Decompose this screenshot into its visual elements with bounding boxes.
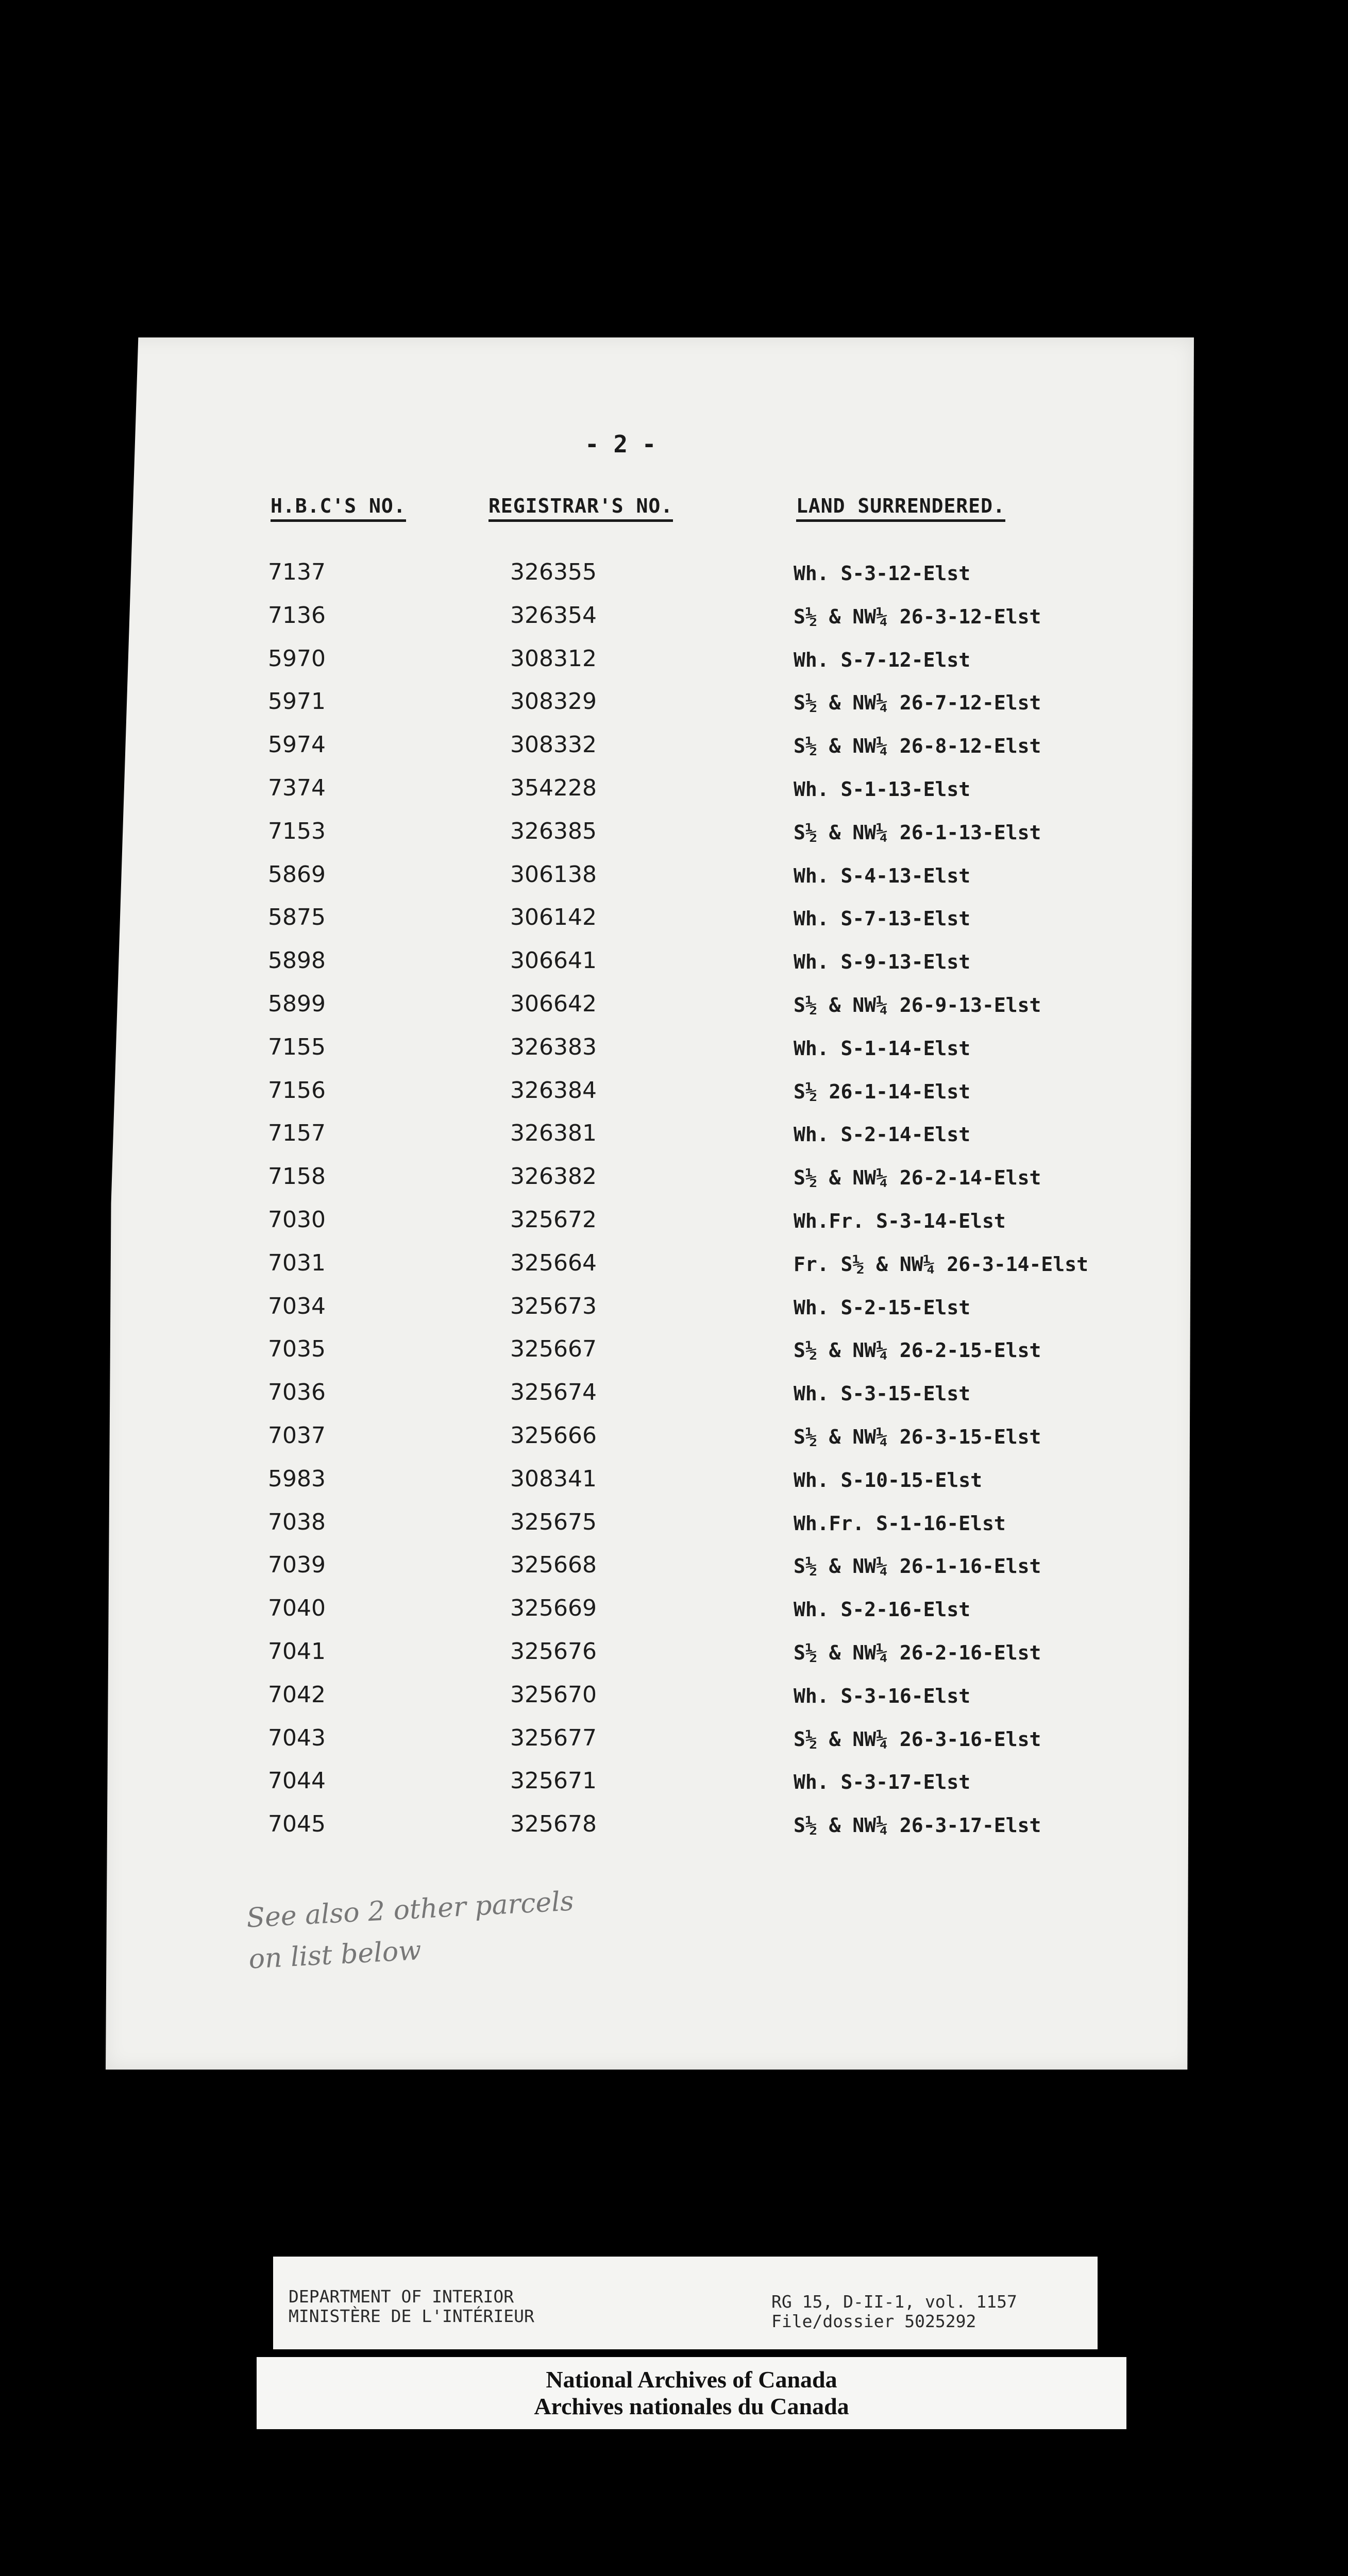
table-row <box>0 1811 1348 1854</box>
table-row <box>0 861 1348 905</box>
registrar-number: 325671 <box>510 1768 597 1794</box>
registrar-number: 306641 <box>510 947 597 974</box>
page-number: - 2 - <box>585 430 656 458</box>
land-surrendered: Wh. S-3-16-Elst <box>794 1684 971 1707</box>
table-row <box>0 1250 1348 1293</box>
land-surrendered: Wh. S-3-12-Elst <box>794 562 971 585</box>
hbc-number: 7037 <box>268 1422 326 1449</box>
registrar-number: 325678 <box>510 1811 597 1838</box>
registrar-number: 326354 <box>510 602 597 629</box>
hbc-number: 5899 <box>268 990 326 1017</box>
hbc-number: 7034 <box>268 1293 326 1319</box>
hbc-number: 7040 <box>268 1595 326 1622</box>
registrar-number: 308332 <box>510 732 597 758</box>
land-surrendered: Wh. S-2-14-Elst <box>794 1123 971 1146</box>
land-surrendered: S½ & NW¼ 26-3-17-Elst <box>794 1814 1041 1837</box>
table-row <box>0 646 1348 689</box>
registrar-number: 325670 <box>510 1681 597 1708</box>
land-surrendered: Wh.Fr. S-3-14-Elst <box>794 1209 1006 1232</box>
hbc-number: 7157 <box>268 1120 326 1147</box>
land-surrendered: Wh. S-1-13-Elst <box>794 777 971 801</box>
registrar-number: 354228 <box>510 774 597 801</box>
registrar-number: 326383 <box>510 1033 597 1060</box>
table-row <box>0 1207 1348 1250</box>
table-row <box>0 688 1348 732</box>
hbc-number: 7155 <box>268 1033 326 1060</box>
column-header-land: LAND SURRENDERED. <box>796 495 1005 522</box>
file-reference: File/dossier 5025292 <box>771 2311 976 2331</box>
hbc-number: 7153 <box>268 818 326 844</box>
hbc-number: 5875 <box>268 904 326 931</box>
hbc-number: 7041 <box>268 1638 326 1665</box>
hbc-number: 7039 <box>268 1552 326 1579</box>
land-surrendered: Wh.Fr. S-1-16-Elst <box>794 1512 1006 1535</box>
table-row <box>0 1034 1348 1077</box>
registrar-number: 308329 <box>510 688 597 715</box>
hbc-number: 7031 <box>268 1249 326 1276</box>
hbc-number: 7374 <box>268 774 326 801</box>
archives-label <box>257 2357 1126 2429</box>
land-surrendered: S½ & NW¼ 26-1-16-Elst <box>794 1555 1041 1578</box>
land-surrendered: Wh. S-2-15-Elst <box>794 1296 971 1319</box>
hbc-number: 7136 <box>268 602 326 629</box>
land-surrendered: S½ & NW¼ 26-3-16-Elst <box>794 1727 1041 1751</box>
table-row <box>0 1638 1348 1682</box>
registrar-number: 325675 <box>510 1509 597 1535</box>
hbc-number: 5970 <box>268 645 326 672</box>
registrar-number: 326355 <box>510 559 597 585</box>
registrar-number: 325664 <box>510 1249 597 1276</box>
table-row <box>0 1077 1348 1121</box>
hbc-number: 7042 <box>268 1681 326 1708</box>
registrar-number: 325677 <box>510 1724 597 1751</box>
table-row <box>0 1725 1348 1768</box>
registrar-number: 306138 <box>510 861 597 888</box>
table-row <box>0 818 1348 861</box>
land-surrendered: Wh. S-4-13-Elst <box>794 864 971 887</box>
hbc-number: 7044 <box>268 1768 326 1794</box>
table-row <box>0 732 1348 775</box>
table-row <box>0 1595 1348 1638</box>
column-header-registrar: REGISTRAR'S NO. <box>488 495 673 522</box>
land-surrendered: Wh. S-3-17-Elst <box>794 1771 971 1794</box>
land-table <box>0 559 1348 1854</box>
hbc-number: 7156 <box>268 1077 326 1104</box>
table-row <box>0 1768 1348 1811</box>
land-surrendered: S½ & NW¼ 26-3-12-Elst <box>794 605 1041 628</box>
table-row <box>0 1552 1348 1595</box>
table-row <box>0 991 1348 1034</box>
registrar-number: 306642 <box>510 990 597 1017</box>
land-surrendered: Fr. S½ & NW¼ 26-3-14-Elst <box>794 1252 1088 1276</box>
table-row <box>0 1163 1348 1207</box>
table-row <box>0 1682 1348 1725</box>
table-row <box>0 904 1348 947</box>
hbc-number: 7043 <box>268 1724 326 1751</box>
registrar-number: 308341 <box>510 1465 597 1492</box>
registrar-number: 325669 <box>510 1595 597 1622</box>
table-row <box>0 1293 1348 1336</box>
land-surrendered: Wh. S-7-12-Elst <box>794 648 971 671</box>
hbc-number: 7137 <box>268 559 326 585</box>
hbc-number: 5971 <box>268 688 326 715</box>
land-surrendered: S½ & NW¼ 26-2-15-Elst <box>794 1339 1041 1362</box>
table-row <box>0 947 1348 991</box>
hbc-number: 5898 <box>268 947 326 974</box>
note-line-1: See also 2 other parcels <box>245 1886 575 1934</box>
column-header-hbc: H.B.C'S NO. <box>271 495 406 522</box>
hbc-number: 5983 <box>268 1465 326 1492</box>
land-surrendered: S½ & NW¼ 26-9-13-Elst <box>794 993 1041 1016</box>
registrar-number: 326385 <box>510 818 597 844</box>
table-row <box>0 775 1348 818</box>
registrar-number: 325666 <box>510 1422 597 1449</box>
land-surrendered: Wh. S-3-15-Elst <box>794 1382 971 1405</box>
archives-label-english: National Archives of Canada <box>546 2366 837 2393</box>
table-row <box>0 1466 1348 1509</box>
hbc-number: 7035 <box>268 1336 326 1363</box>
note-line-2: on list below <box>248 1935 423 1975</box>
archive-reference-stamp <box>273 2257 1098 2349</box>
table-row <box>0 1379 1348 1422</box>
department-french: MINISTÈRE DE L'INTÉRIEUR <box>289 2306 534 2326</box>
registrar-number: 326384 <box>510 1077 597 1104</box>
hbc-number: 7030 <box>268 1206 326 1233</box>
registrar-number: 325667 <box>510 1336 597 1363</box>
record-group-reference: RG 15, D-II-1, vol. 1157 <box>771 2292 1017 2312</box>
hbc-number: 7036 <box>268 1379 326 1406</box>
land-surrendered: Wh. S-1-14-Elst <box>794 1037 971 1060</box>
registrar-number: 325673 <box>510 1293 597 1319</box>
table-row <box>0 1336 1348 1379</box>
registrar-number: 326381 <box>510 1120 597 1147</box>
land-surrendered: Wh. S-9-13-Elst <box>794 951 971 974</box>
hbc-number: 7158 <box>268 1163 326 1190</box>
table-row <box>0 602 1348 646</box>
registrar-number: 326382 <box>510 1163 597 1190</box>
land-surrendered: Wh. S-10-15-Elst <box>794 1468 983 1492</box>
land-surrendered: S½ 26-1-14-Elst <box>794 1080 971 1103</box>
land-surrendered: S½ & NW¼ 26-7-12-Elst <box>794 691 1041 715</box>
registrar-number: 325676 <box>510 1638 597 1665</box>
table-row <box>0 1509 1348 1552</box>
registrar-number: 325668 <box>510 1552 597 1579</box>
table-row <box>0 559 1348 602</box>
table-row <box>0 1422 1348 1466</box>
land-surrendered: Wh. S-2-16-Elst <box>794 1598 971 1621</box>
registrar-number: 325672 <box>510 1206 597 1233</box>
hbc-number: 7038 <box>268 1509 326 1535</box>
land-surrendered: Wh. S-7-13-Elst <box>794 907 971 930</box>
land-surrendered: S½ & NW¼ 26-2-14-Elst <box>794 1166 1041 1190</box>
land-surrendered: S½ & NW¼ 26-3-15-Elst <box>794 1425 1041 1448</box>
department-english: DEPARTMENT OF INTERIOR <box>289 2286 514 2307</box>
hbc-number: 5869 <box>268 861 326 888</box>
land-surrendered: S½ & NW¼ 26-8-12-Elst <box>794 735 1041 758</box>
table-row <box>0 1120 1348 1163</box>
hbc-number: 5974 <box>268 732 326 758</box>
hbc-number: 7045 <box>268 1811 326 1838</box>
land-surrendered: S½ & NW¼ 26-2-16-Elst <box>794 1641 1041 1664</box>
registrar-number: 306142 <box>510 904 597 931</box>
archives-label-french: Archives nationales du Canada <box>534 2393 849 2419</box>
registrar-number: 325674 <box>510 1379 597 1406</box>
registrar-number: 308312 <box>510 645 597 672</box>
land-surrendered: S½ & NW¼ 26-1-13-Elst <box>794 821 1041 844</box>
